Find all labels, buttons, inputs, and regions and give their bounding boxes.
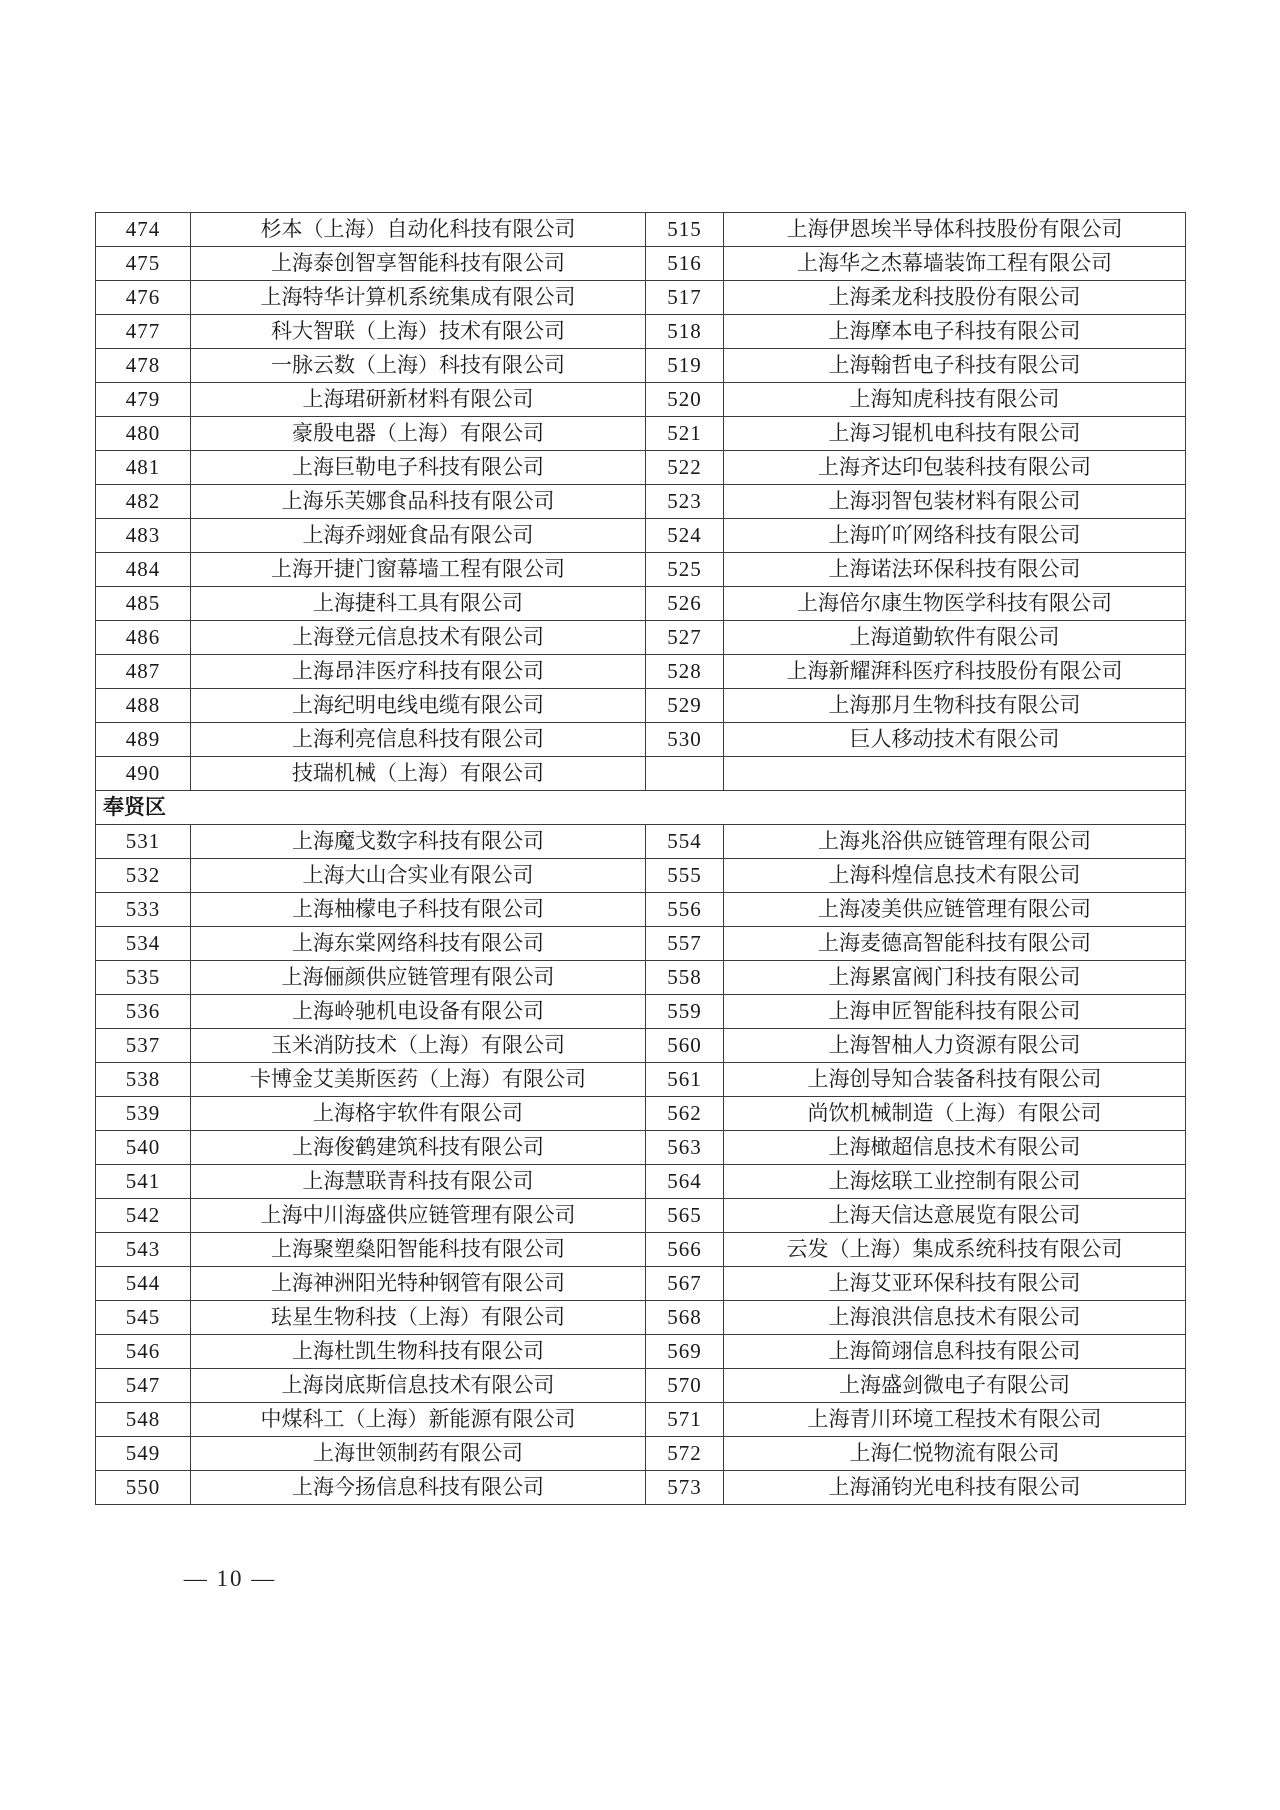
row-number-cell: 537 (96, 1029, 191, 1063)
company-name-cell: 上海珺研新材料有限公司 (191, 383, 646, 417)
row-number-cell: 524 (646, 519, 724, 553)
row-number-cell: 527 (646, 621, 724, 655)
company-name-cell: 上海岭驰机电设备有限公司 (191, 995, 646, 1029)
company-name-cell: 上海利亮信息科技有限公司 (191, 723, 646, 757)
company-name-cell: 上海开捷门窗幕墙工程有限公司 (191, 553, 646, 587)
company-name-cell: 上海世领制药有限公司 (191, 1437, 646, 1471)
company-name-cell: 上海翰哲电子科技有限公司 (724, 349, 1186, 383)
company-name-cell: 上海魔戈数字科技有限公司 (191, 825, 646, 859)
table-row (96, 1029, 1186, 1063)
row-number-cell: 547 (96, 1369, 191, 1403)
table-row (96, 825, 1186, 859)
company-name-cell: 上海俊鹤建筑科技有限公司 (191, 1131, 646, 1165)
company-name-cell: 上海羽智包装材料有限公司 (724, 485, 1186, 519)
table-row (96, 1267, 1186, 1301)
table-row (96, 1335, 1186, 1369)
table-row (96, 1301, 1186, 1335)
row-number-cell (646, 757, 724, 791)
company-name-cell: 上海青川环境工程技术有限公司 (724, 1403, 1186, 1437)
row-number-cell: 573 (646, 1471, 724, 1505)
row-number-cell: 550 (96, 1471, 191, 1505)
table-row (96, 1437, 1186, 1471)
company-name-cell: 杉本（上海）自动化科技有限公司 (191, 213, 646, 247)
table-row (96, 621, 1186, 655)
company-name-cell: 上海乐芙娜食品科技有限公司 (191, 485, 646, 519)
row-number-cell: 488 (96, 689, 191, 723)
company-name-cell (724, 757, 1186, 791)
row-number-cell: 557 (646, 927, 724, 961)
company-name-cell: 上海橄超信息技术有限公司 (724, 1131, 1186, 1165)
row-number-cell: 522 (646, 451, 724, 485)
company-table (95, 212, 1186, 1505)
table-section-lower (96, 825, 1186, 1505)
table-row (96, 1403, 1186, 1437)
company-name-cell: 豪殷电器（上海）有限公司 (191, 417, 646, 451)
company-name-cell: 上海岗底斯信息技术有限公司 (191, 1369, 646, 1403)
row-number-cell: 525 (646, 553, 724, 587)
row-number-cell: 532 (96, 859, 191, 893)
company-name-cell: 玉米消防技术（上海）有限公司 (191, 1029, 646, 1063)
table-row (96, 995, 1186, 1029)
row-number-cell: 559 (646, 995, 724, 1029)
company-name-cell: 中煤科工（上海）新能源有限公司 (191, 1403, 646, 1437)
row-number-cell: 556 (646, 893, 724, 927)
company-name-cell: 上海简翊信息科技有限公司 (724, 1335, 1186, 1369)
row-number-cell: 541 (96, 1165, 191, 1199)
row-number-cell: 476 (96, 281, 191, 315)
company-name-cell: 上海习锟机电科技有限公司 (724, 417, 1186, 451)
table-row (96, 927, 1186, 961)
company-name-cell: 上海申匠智能科技有限公司 (724, 995, 1186, 1029)
row-number-cell: 520 (646, 383, 724, 417)
row-number-cell: 490 (96, 757, 191, 791)
row-number-cell: 539 (96, 1097, 191, 1131)
company-name-cell: 上海杜凯生物科技有限公司 (191, 1335, 646, 1369)
row-number-cell: 482 (96, 485, 191, 519)
company-name-cell: 一脉云数（上海）科技有限公司 (191, 349, 646, 383)
row-number-cell: 562 (646, 1097, 724, 1131)
row-number-cell: 481 (96, 451, 191, 485)
table-row (96, 757, 1186, 791)
row-number-cell: 484 (96, 553, 191, 587)
company-name-cell: 技瑞机械（上海）有限公司 (191, 757, 646, 791)
row-number-cell: 529 (646, 689, 724, 723)
page-number: — 10 — (183, 1566, 277, 1591)
company-name-cell: 上海格宇软件有限公司 (191, 1097, 646, 1131)
company-name-cell: 上海那月生物科技有限公司 (724, 689, 1186, 723)
company-name-cell: 上海捷科工具有限公司 (191, 587, 646, 621)
table-row (96, 961, 1186, 995)
row-number-cell: 534 (96, 927, 191, 961)
company-name-cell: 上海智柚人力资源有限公司 (724, 1029, 1186, 1063)
district-header-cell: 奉贤区 (96, 791, 1186, 825)
company-name-cell: 上海慧联青科技有限公司 (191, 1165, 646, 1199)
row-number-cell: 548 (96, 1403, 191, 1437)
company-name-cell: 上海巨勒电子科技有限公司 (191, 451, 646, 485)
row-number-cell: 480 (96, 417, 191, 451)
company-name-cell: 上海柚檬电子科技有限公司 (191, 893, 646, 927)
company-name-cell: 上海麦德高智能科技有限公司 (724, 927, 1186, 961)
row-number-cell: 487 (96, 655, 191, 689)
row-number-cell: 549 (96, 1437, 191, 1471)
company-name-cell: 上海创导知合装备科技有限公司 (724, 1063, 1186, 1097)
row-number-cell: 570 (646, 1369, 724, 1403)
row-number-cell: 517 (646, 281, 724, 315)
company-name-cell: 上海俪颜供应链管理有限公司 (191, 961, 646, 995)
company-name-cell: 上海纪明电线电缆有限公司 (191, 689, 646, 723)
row-number-cell: 523 (646, 485, 724, 519)
row-number-cell: 475 (96, 247, 191, 281)
table-row (96, 485, 1186, 519)
row-number-cell: 571 (646, 1403, 724, 1437)
row-number-cell: 560 (646, 1029, 724, 1063)
table-row (96, 281, 1186, 315)
row-number-cell: 536 (96, 995, 191, 1029)
company-name-cell: 上海天信达意展览有限公司 (724, 1199, 1186, 1233)
row-number-cell: 542 (96, 1199, 191, 1233)
company-name-cell: 上海伊恩埃半导体科技股份有限公司 (724, 213, 1186, 247)
row-number-cell: 516 (646, 247, 724, 281)
company-name-cell: 上海艾亚环保科技有限公司 (724, 1267, 1186, 1301)
table-row (96, 1165, 1186, 1199)
company-name-cell: 上海泰创智享智能科技有限公司 (191, 247, 646, 281)
row-number-cell: 545 (96, 1301, 191, 1335)
table-row (96, 723, 1186, 757)
company-name-cell: 上海摩本电子科技有限公司 (724, 315, 1186, 349)
company-name-cell: 珐星生物科技（上海）有限公司 (191, 1301, 646, 1335)
row-number-cell: 566 (646, 1233, 724, 1267)
table-row (96, 213, 1186, 247)
row-number-cell: 564 (646, 1165, 724, 1199)
row-number-cell: 531 (96, 825, 191, 859)
company-name-cell: 上海登元信息技术有限公司 (191, 621, 646, 655)
company-name-cell: 上海知虎科技有限公司 (724, 383, 1186, 417)
row-number-cell: 526 (646, 587, 724, 621)
row-number-cell: 543 (96, 1233, 191, 1267)
table-section-upper (96, 213, 1186, 791)
company-name-cell: 上海东棠网络科技有限公司 (191, 927, 646, 961)
company-name-cell: 上海吖吖网络科技有限公司 (724, 519, 1186, 553)
company-name-cell: 上海中川海盛供应链管理有限公司 (191, 1199, 646, 1233)
row-number-cell: 483 (96, 519, 191, 553)
table-row (96, 1063, 1186, 1097)
row-number-cell: 567 (646, 1267, 724, 1301)
table-row (96, 1131, 1186, 1165)
company-name-cell: 上海兆浴供应链管理有限公司 (724, 825, 1186, 859)
row-number-cell: 486 (96, 621, 191, 655)
table-row (96, 1369, 1186, 1403)
table-row (96, 451, 1186, 485)
table-row (96, 247, 1186, 281)
company-name-cell: 上海华之杰幕墙装饰工程有限公司 (724, 247, 1186, 281)
row-number-cell: 479 (96, 383, 191, 417)
table-row (96, 1233, 1186, 1267)
company-name-cell: 上海浪洪信息技术有限公司 (724, 1301, 1186, 1335)
row-number-cell: 558 (646, 961, 724, 995)
table-row (96, 1471, 1186, 1505)
row-number-cell: 554 (646, 825, 724, 859)
row-number-cell: 474 (96, 213, 191, 247)
company-name-cell: 上海炫联工业控制有限公司 (724, 1165, 1186, 1199)
company-name-cell: 上海聚塑燊阳智能科技有限公司 (191, 1233, 646, 1267)
company-name-cell: 上海累富阀门科技有限公司 (724, 961, 1186, 995)
company-name-cell: 云发（上海）集成系统科技有限公司 (724, 1233, 1186, 1267)
row-number-cell: 477 (96, 315, 191, 349)
company-name-cell: 科大智联（上海）技术有限公司 (191, 315, 646, 349)
table-section-district-header (96, 791, 1186, 825)
row-number-cell: 489 (96, 723, 191, 757)
row-number-cell: 540 (96, 1131, 191, 1165)
table-row (96, 315, 1186, 349)
row-number-cell: 565 (646, 1199, 724, 1233)
company-name-cell: 上海大山合实业有限公司 (191, 859, 646, 893)
table-row (96, 859, 1186, 893)
company-name-cell: 上海昂沣医疗科技有限公司 (191, 655, 646, 689)
table-row (96, 417, 1186, 451)
row-number-cell: 521 (646, 417, 724, 451)
company-name-cell: 上海齐达印包装科技有限公司 (724, 451, 1186, 485)
row-number-cell: 572 (646, 1437, 724, 1471)
company-name-cell: 上海诺法环保科技有限公司 (724, 553, 1186, 587)
table-row (96, 519, 1186, 553)
row-number-cell: 561 (646, 1063, 724, 1097)
table-row (96, 893, 1186, 927)
row-number-cell: 568 (646, 1301, 724, 1335)
table-row (96, 1097, 1186, 1131)
company-name-cell: 上海涌钧光电科技有限公司 (724, 1471, 1186, 1505)
company-name-cell: 上海特华计算机系统集成有限公司 (191, 281, 646, 315)
table-row (96, 553, 1186, 587)
company-name-cell: 上海倍尔康生物医学科技有限公司 (724, 587, 1186, 621)
row-number-cell: 530 (646, 723, 724, 757)
company-name-cell: 上海凌美供应链管理有限公司 (724, 893, 1186, 927)
table-row (96, 349, 1186, 383)
row-number-cell: 485 (96, 587, 191, 621)
company-name-cell: 上海柔龙科技股份有限公司 (724, 281, 1186, 315)
row-number-cell: 546 (96, 1335, 191, 1369)
company-name-cell: 尚饮机械制造（上海）有限公司 (724, 1097, 1186, 1131)
row-number-cell: 478 (96, 349, 191, 383)
row-number-cell: 535 (96, 961, 191, 995)
row-number-cell: 533 (96, 893, 191, 927)
table-row (96, 587, 1186, 621)
company-name-cell: 巨人移动技术有限公司 (724, 723, 1186, 757)
company-name-cell: 上海科煌信息技术有限公司 (724, 859, 1186, 893)
row-number-cell: 563 (646, 1131, 724, 1165)
row-number-cell: 544 (96, 1267, 191, 1301)
row-number-cell: 518 (646, 315, 724, 349)
row-number-cell: 555 (646, 859, 724, 893)
row-number-cell: 569 (646, 1335, 724, 1369)
row-number-cell: 515 (646, 213, 724, 247)
company-name-cell: 上海仁悦物流有限公司 (724, 1437, 1186, 1471)
company-name-cell: 上海新耀湃科医疗科技股份有限公司 (724, 655, 1186, 689)
company-name-cell: 上海盛剑微电子有限公司 (724, 1369, 1186, 1403)
table-row (96, 655, 1186, 689)
table-row (96, 689, 1186, 723)
table-row (96, 383, 1186, 417)
row-number-cell: 538 (96, 1063, 191, 1097)
table-row (96, 1199, 1186, 1233)
row-number-cell: 528 (646, 655, 724, 689)
district-header-row (96, 791, 1186, 825)
company-name-cell: 上海乔翊娅食品有限公司 (191, 519, 646, 553)
company-name-cell: 上海今扬信息科技有限公司 (191, 1471, 646, 1505)
row-number-cell: 519 (646, 349, 724, 383)
company-name-cell: 卡博金艾美斯医药（上海）有限公司 (191, 1063, 646, 1097)
company-name-cell: 上海神洲阳光特种钢管有限公司 (191, 1267, 646, 1301)
company-name-cell: 上海道勤软件有限公司 (724, 621, 1186, 655)
